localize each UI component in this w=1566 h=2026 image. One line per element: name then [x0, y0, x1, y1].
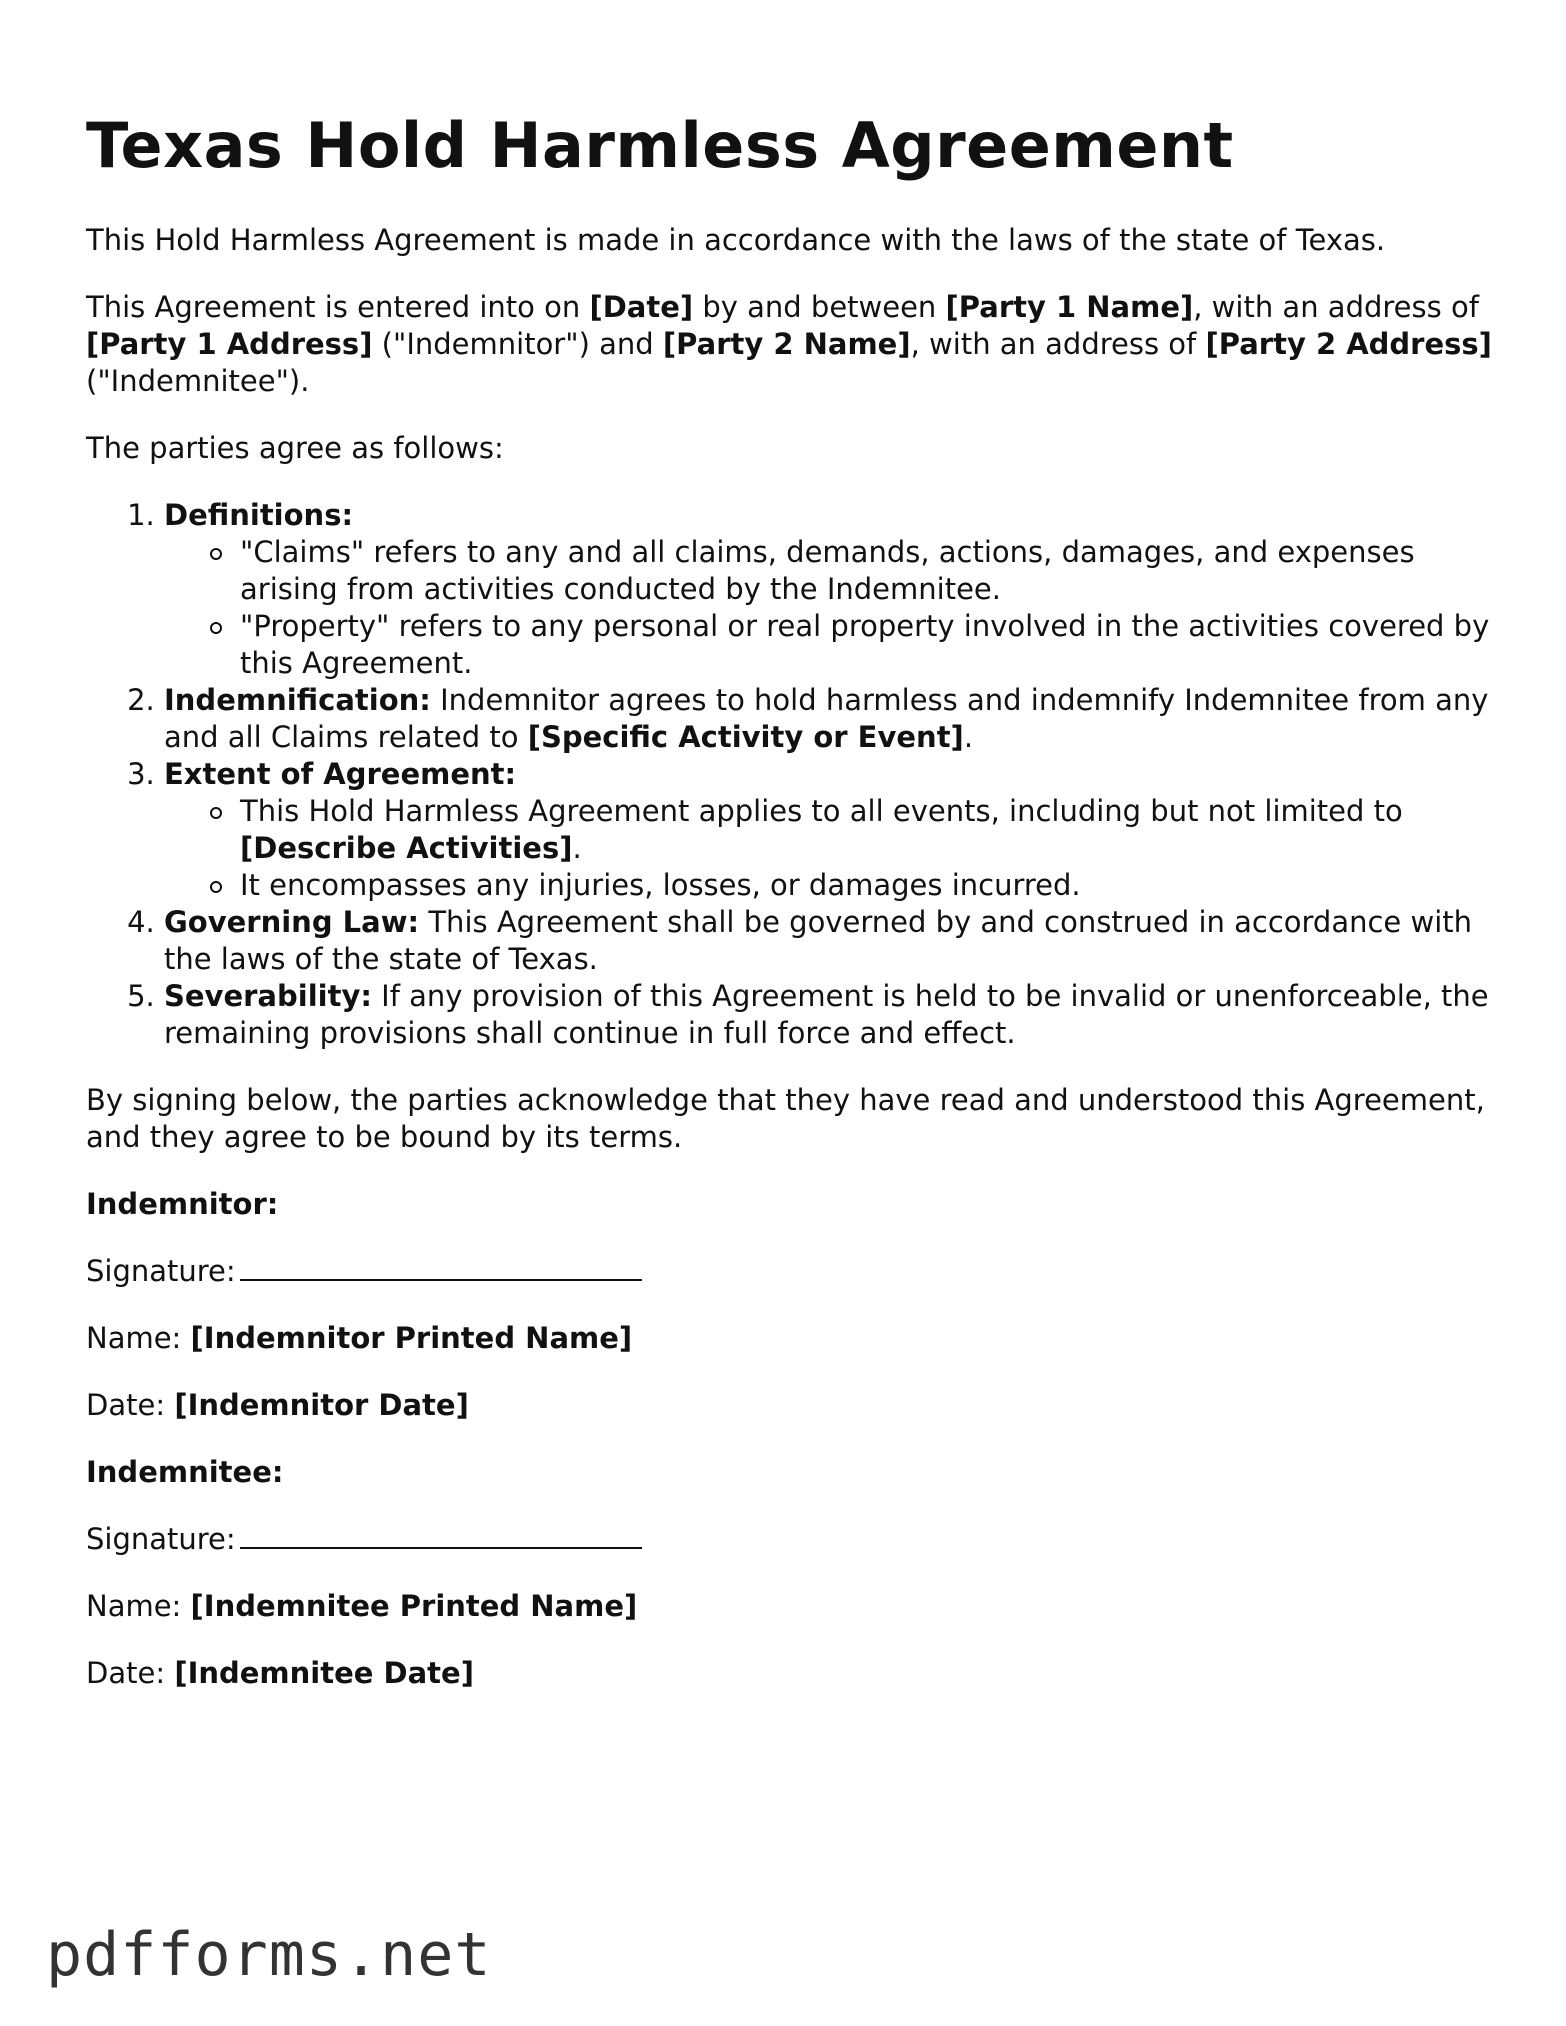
definition-property: "Property" refers to any personal or real property involved in the activities covered by this Agreement.	[240, 608, 1506, 682]
activities-placeholder: [Describe Activities]	[240, 831, 573, 865]
indemnitee-name-placeholder: [Indemnitee Printed Name]	[190, 1589, 638, 1623]
indemnitee-date-placeholder: [Indemnitee Date]	[174, 1656, 474, 1690]
section-heading: Severability:	[164, 979, 372, 1013]
section-governing-law: 4. Governing Law: This Agreement shall be governed by and construed in accordance with the laws of the state of Texas.	[164, 904, 1506, 978]
section-heading: Governing Law:	[164, 905, 420, 939]
indemnitor-date-placeholder: [Indemnitor Date]	[174, 1388, 469, 1422]
pdfforms-watermark: pdfforms.net	[46, 1920, 492, 1990]
party2-address-placeholder: [Party 2 Address]	[1205, 327, 1492, 361]
indemnitor-heading: Indemnitor:	[86, 1187, 279, 1221]
indemnitor-signature-line[interactable]	[240, 1253, 642, 1281]
indemnitor-date-row: Date: [Indemnitor Date]	[86, 1388, 469, 1422]
definitions-list	[164, 534, 1506, 682]
section-extent	[164, 756, 1506, 904]
acknowledge-paragraph: By signing below, the parties acknowledge that they have read and understood this Agreement, and they agree to be bound by its terms.	[86, 1083, 1485, 1154]
definition-claims: "Claims" refers to any and all claims, demands, actions, damages, and expenses arising from activities conducted by the Indemnitee.	[240, 534, 1506, 608]
indemnitee-name-row: Name: [Indemnitee Printed Name]	[86, 1589, 638, 1623]
extent-item-injuries: It encompasses any injuries, losses, or damages incurred.	[240, 867, 1506, 904]
party2-name-placeholder: [Party 2 Name]	[662, 327, 911, 361]
intro-paragraph: This Hold Harmless Agreement is made in accordance with the laws of the state of Texas.	[86, 223, 1386, 257]
section-heading: Extent of Agreement:	[164, 757, 517, 791]
indemnitee-date-row: Date: [Indemnitee Date]	[86, 1656, 474, 1690]
section-indemnification: 2. Indemnification: Indemnitor agrees to hold harmless and indemnify Indemnitee from any and all Claims related to [Specific Activity or Event].	[164, 682, 1506, 756]
document-title: Texas Hold Harmless Agreement	[86, 109, 1234, 182]
section-heading: Definitions:	[164, 498, 354, 532]
terms-list	[86, 497, 1506, 1052]
indemnitor-name-row: Name: [Indemnitor Printed Name]	[86, 1321, 633, 1355]
party1-name-placeholder: [Party 1 Name]	[945, 290, 1194, 324]
parties-agree-text: The parties agree as follows:	[86, 431, 504, 465]
indemnitor-signature-row: Signature:	[86, 1253, 1506, 1290]
indemnitee-heading: Indemnitee:	[86, 1455, 284, 1489]
extent-list	[164, 793, 1506, 904]
extent-item-events: This Hold Harmless Agreement applies to all events, including but not limited to [Describe Activities].	[240, 793, 1506, 867]
indemnitor-name-placeholder: [Indemnitor Printed Name]	[190, 1321, 633, 1355]
section-definitions	[164, 497, 1506, 682]
activity-placeholder: [Specific Activity or Event]	[527, 720, 964, 754]
section-severability: 5. Severability: If any provision of this Agreement is held to be invalid or unenforceable, the remaining provisions shall continue in full force and effect.	[164, 978, 1506, 1052]
document-page	[86, 108, 1506, 1722]
party1-address-placeholder: [Party 1 Address]	[86, 327, 373, 361]
indemnitee-signature-row: Signature:	[86, 1521, 1506, 1558]
parties-paragraph: This Agreement is entered into on [Date] by and between [Party 1 Name], with an address of [Party 1 Address] ("Indemnitor") and [Party 2 Name], with an address of [Party 2 Address] ("Indemnitee").	[86, 290, 1492, 398]
indemnitee-signature-line[interactable]	[240, 1521, 642, 1549]
agreement-date-placeholder: [Date]	[589, 290, 694, 324]
section-heading: Indemnification:	[164, 683, 431, 717]
